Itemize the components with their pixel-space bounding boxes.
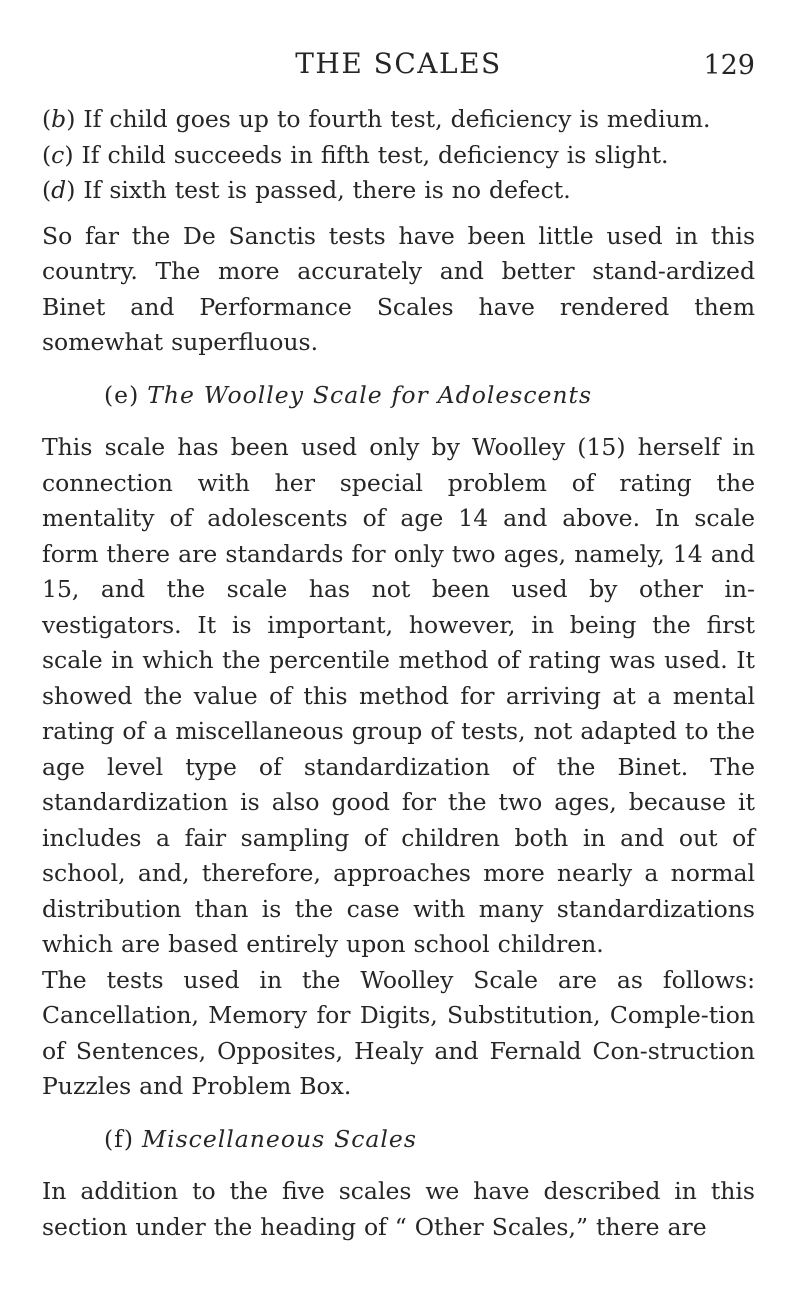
body-text	[42, 102, 755, 1245]
list-item	[42, 173, 755, 209]
section-label: (e)	[104, 380, 140, 409]
list-item	[42, 102, 755, 138]
book-page	[42, 0, 755, 1301]
section-heading-e	[42, 378, 755, 414]
item-label: (d)	[42, 176, 76, 204]
paragraph-woolley-1: This scale has been used only by Woolley (15) herself in connection with her special problem of rating the mentality of adolescents of age 14 and above. In scale form there are standards for only two ages, namely, 14 and 15, and the scale has not been used by other in-vestigators. It is important, however, in being the first scale in which the percentile method of rating was used. It showed the value of this method for arriving at a mental rating of a miscellaneous group of tests, not adapted to the age level type of standardization of the Binet. The standardization is also good for the two ages, because it includes a fair sampling of children both in and out of school, and, therefore, approaches more nearly a normal distribution than is the case with many standardizations which are based entirely upon school children.	[42, 433, 755, 958]
item-label: (b)	[42, 105, 76, 133]
running-head	[42, 44, 755, 84]
item-letter: b	[51, 105, 67, 133]
item-text: If child goes up to fourth test, deficiency is medium.	[83, 105, 711, 133]
paragraph-de-sanctis: So far the De Sanctis tests have been little used in this country. The more accurately and better stand-ardized Binet and Performance Scales have rendered them somewhat superfluous.	[42, 221, 755, 356]
list-item	[42, 138, 755, 174]
paragraph-misc: In addition to the five scales we have described in this section under the heading of “ Other Scales,” there are	[42, 1177, 755, 1241]
item-letter: c	[51, 140, 65, 169]
item-letter: d	[51, 176, 67, 204]
section-heading-f	[42, 1122, 755, 1158]
section-title: Miscellaneous Scales	[142, 1124, 417, 1153]
item-label: (c)	[42, 140, 74, 169]
paragraph-woolley-2: The tests used in the Woolley Scale are as follows: Cancellation, Memory for Digits, Substitution, Comple-tion of Sentences, Opposites, Healy and Fernald Con-struction Puzzles and Problem Box.	[42, 965, 755, 1100]
page-number: 129	[703, 50, 755, 81]
item-text: If child succeeds in fifth test, deficiency is slight.	[81, 140, 669, 169]
section-label: (f)	[104, 1124, 135, 1153]
running-title: THE SCALES	[295, 47, 502, 80]
item-text: If sixth test is passed, there is no defect.	[83, 176, 571, 204]
section-title: The Woolley Scale for Adolescents	[147, 380, 593, 409]
